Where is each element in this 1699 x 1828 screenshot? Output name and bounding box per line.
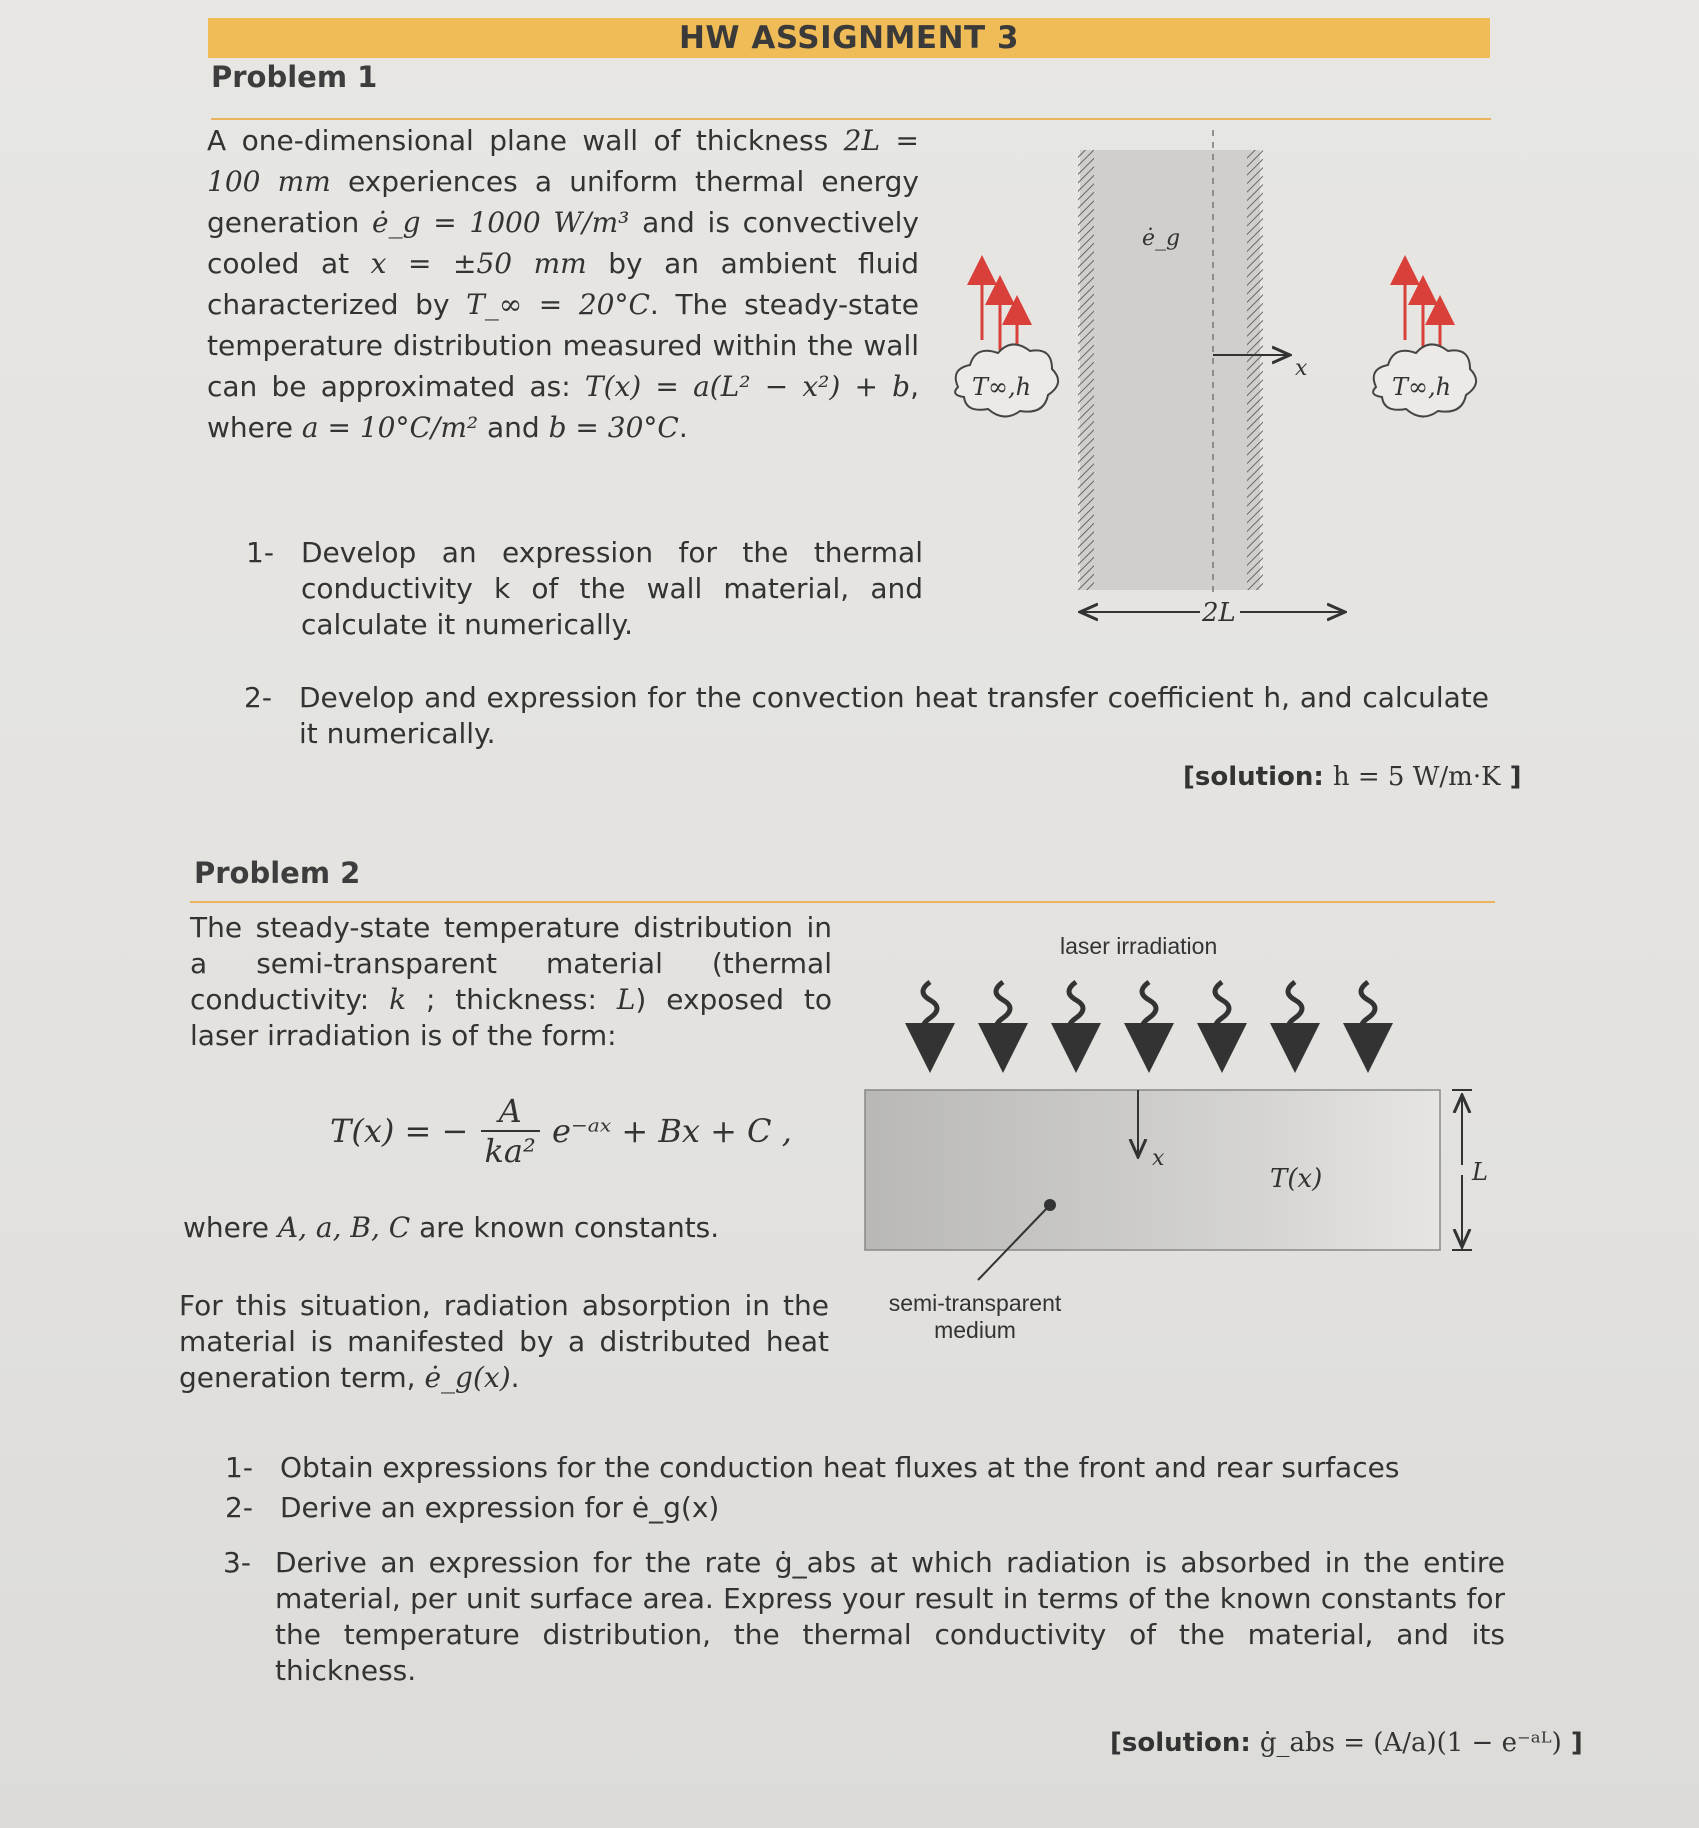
problem1-item-1-number: 1- <box>246 536 274 569</box>
laser-arrows <box>923 982 1375 1048</box>
title-bar: HW ASSIGNMENT 3 <box>208 18 1490 58</box>
problem2-statement <box>190 910 832 1054</box>
generation-label: ė_g <box>1142 226 1181 251</box>
fluid-label-left: T∞,h <box>972 373 1032 401</box>
problem2-solution-prefix: [solution: <box>1110 1728 1251 1758</box>
problem2-solution <box>1110 1728 1583 1758</box>
inline-math: 2L = 100 mm <box>207 124 920 198</box>
problem2-solution-value: ġ_abs = (A/a)(1 − e⁻ᵃᴸ) <box>1259 1728 1562 1758</box>
problem1-statement <box>207 120 919 448</box>
problem2-item-1-text: Obtain expressions for the conduction heat fluxes at the front and rear surfaces <box>280 1451 1400 1484</box>
equation-rhs: e⁻ᵃˣ + Bx + C , <box>551 1112 792 1150</box>
medium-label-line1: semi-transparent <box>888 1290 1062 1316</box>
inline-text: . <box>510 1361 520 1394</box>
inline-text: and <box>478 411 549 444</box>
inline-math: a = 10°C/m² <box>301 411 479 444</box>
equation-denominator: ka² <box>484 1132 536 1170</box>
medium-leader-dot <box>1044 1199 1056 1211</box>
problem1-item-2 <box>244 680 1494 760</box>
thickness-label: 2L <box>1202 598 1236 628</box>
problem1-item-1 <box>246 535 926 645</box>
problem2-item-3 <box>223 1545 1508 1695</box>
problem2-item-2-number: 2- <box>225 1491 253 1524</box>
inline-math: ė_g(x) <box>424 1361 511 1394</box>
problem2-solution-suffix: ] <box>1570 1728 1583 1758</box>
inline-text: . <box>678 411 688 444</box>
fluid-label-right: T∞,h <box>1392 373 1452 401</box>
x-axis-label: x <box>1295 356 1308 381</box>
inline-text: A one-dimensional plane wall of thickness <box>207 124 844 157</box>
problem2-item-1-number: 1- <box>225 1451 253 1484</box>
laser-label: laser irradiation <box>1060 933 1218 959</box>
inline-math: k <box>389 983 407 1016</box>
where-prefix: where <box>183 1211 278 1244</box>
problem1-wall-figure <box>940 125 1500 628</box>
wall-right-surface <box>1247 150 1263 590</box>
problem1-solution <box>1183 762 1521 792</box>
inline-text: by an ambient fluid characterized by <box>207 247 919 321</box>
inline-text: experiences a uniform thermal energy generation <box>207 165 919 239</box>
problem1-solution-value: h = 5 W/m·K <box>1332 762 1501 792</box>
problem1-solution-suffix: ] <box>1509 762 1522 792</box>
problem2-item-1 <box>225 1450 1505 1490</box>
slab-x-label: x <box>1152 1146 1165 1171</box>
equation-fraction <box>481 1092 540 1170</box>
problem1-item-2-text: Develop and expression for the convection heat transfer coefficient h, and calculate it numerically. <box>299 681 1489 750</box>
medium-label-line2: medium <box>934 1317 1016 1343</box>
problem2-item-2 <box>225 1490 1505 1530</box>
problem2-item-2-text: Derive an expression for ė_g(x) <box>280 1491 720 1524</box>
inline-math: ė_g = 1000 W/m³ <box>372 206 630 239</box>
problem1-heading: Problem 1 <box>211 60 378 94</box>
medium-label <box>865 1290 1085 1344</box>
equation-numerator: A <box>481 1092 540 1132</box>
problem2-heading: Problem 2 <box>194 856 361 890</box>
inline-math: L <box>616 983 636 1016</box>
inline-text: , where <box>207 370 919 444</box>
inline-math: T_∞ = 20°C <box>466 288 650 321</box>
inline-text: and is convectively cooled at <box>207 206 919 280</box>
problem2-item-3-number: 3- <box>223 1546 251 1579</box>
where-suffix: are known constants. <box>410 1211 720 1244</box>
wall-body <box>1080 150 1260 590</box>
problem2-absorption-text <box>179 1288 829 1396</box>
wall-left-surface <box>1078 150 1094 590</box>
inline-math: x = ±50 mm <box>370 247 587 280</box>
inline-text: The steady-state temperature distribution in a semi-transparent material (thermal conductivity: <box>190 911 832 1016</box>
inline-text: . The steady-state temperature distribution measured within the wall can be approximated as: <box>207 288 919 403</box>
problem1-solution-prefix: [solution: <box>1183 762 1324 792</box>
problem2-divider <box>190 901 1495 903</box>
problem1-item-1-text: Develop an expression for the thermal conductivity k of the wall material, and calculate it numerically. <box>301 536 923 641</box>
inline-math: b = 30°C <box>548 411 679 444</box>
problem2-item-3-text: Derive an expression for the rate ġ_abs at which radiation is absorbed in the entire material, per unit surface area. Express your result in terms of the known constants for the temperature distribution, the thermal conductivity of the material, and its thickness. <box>275 1546 1505 1687</box>
problem2-equation <box>330 1092 792 1170</box>
inline-text: ) exposed to laser irradiation is of the form: <box>190 983 832 1052</box>
inline-text: ; thickness: <box>406 983 617 1016</box>
thickness-L-label: L <box>1472 1158 1488 1186</box>
equation-lhs: T(x) = − <box>330 1112 469 1150</box>
problem2-where-line <box>183 1210 743 1246</box>
inline-text: For this situation, radiation absorption in the material is manifested by a distributed heat generation term, <box>179 1289 829 1394</box>
temperature-label: T(x) <box>1270 1164 1323 1194</box>
inline-math: T(x) = a(L² − x²) + b <box>584 370 911 403</box>
problem1-item-2-number: 2- <box>244 681 272 714</box>
where-constants: A, a, B, C <box>277 1211 411 1244</box>
